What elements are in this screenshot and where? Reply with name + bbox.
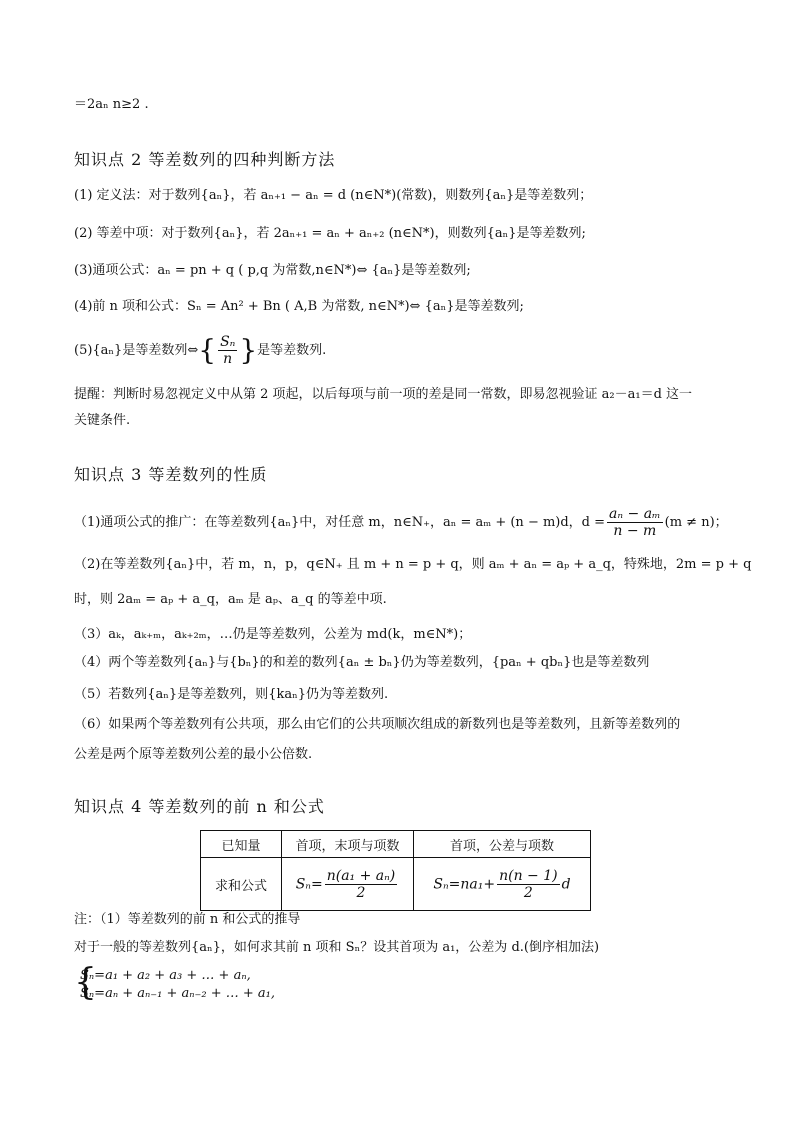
fraction-denominator: 2	[356, 884, 366, 901]
kp2-tip-line-2: 关键条件.	[74, 413, 131, 428]
kp2-item-5-prefix: (5){aₙ}是等差数列⇔	[74, 343, 199, 358]
header-cell-first-last-count: 首项，末项与项数	[282, 831, 414, 858]
section-heading-kp2: 知识点 2 等差数列的四种判断方法	[74, 150, 336, 169]
section-heading-kp3: 知识点 3 等差数列的性质	[74, 465, 268, 484]
top-equation-line: ＝2aₙ n≥2 .	[74, 97, 149, 112]
kp2-item-5	[74, 334, 326, 367]
sum-formula-table	[200, 830, 591, 911]
section-heading-kp4: 知识点 4 等差数列的前 n 和公式	[74, 797, 325, 816]
kp2-item-2: (2) 等差中项：对于数列{aₙ}，若 2aₙ₊₁ = aₙ + aₙ₊₂ (n∈N*)，则数列{aₙ}是等差数列;	[74, 226, 586, 241]
system-row-1: Sₙ=a₁ + a₂ + a₃ + … + aₙ,	[80, 968, 251, 983]
kp3-p1-suffix: (m ≠ n)；	[664, 515, 728, 530]
kp2-item-1: (1) 定义法：对于数列{aₙ}，若 aₙ₊₁ − aₙ = d (n∈N*)(常数)，则数列{aₙ}是等差数列；	[74, 188, 593, 203]
formula-1-lhs: Sₙ=	[295, 876, 323, 892]
fraction-numerator: Sₙ	[220, 334, 236, 350]
kp2-item-3: (3)通项公式：aₙ = pn + q ( p,q 为常数,n∈N*)⇔ {aₙ}是等差数列;	[74, 263, 471, 278]
system-rows	[80, 967, 275, 1003]
table-header-row	[201, 831, 591, 858]
kp2-tip-line-1: 提醒：判断时易忽视定义中从第 2 项起，以后每项与前一项的差是同一常数，即易忽视验证 a₂－a₁＝d 这一	[74, 387, 693, 402]
kp3-p1-prefix: （1)通项公式的推广：在等差数列{aₙ}中，对任意 m，n∈N₊，aₙ = aₘ + (n − m)d，d =	[74, 515, 606, 530]
kp4-note: 注：（1）等差数列的前 n 和公式的推导	[74, 912, 301, 927]
fraction-numerator: n(a₁ + aₙ)	[326, 867, 396, 884]
header-cell-first-diff-count: 首项，公差与项数	[414, 831, 591, 858]
d-fraction	[607, 506, 663, 539]
kp3-property-2-line-1: （2)在等差数列{aₙ}中，若 m，n，p，q∈N₊ 且 m + n = p + q，则 aₘ + aₙ = aₚ + a_q，特殊地，2m = p + q	[74, 557, 752, 572]
row-label-sum-formula: 求和公式	[201, 858, 282, 911]
kp3-property-1	[74, 506, 728, 539]
formula-2-tail: d	[561, 876, 571, 892]
formula-1-fraction	[325, 868, 398, 901]
kp3-property-6-line-1: （6）如果两个等差数列有公共项，那么由它们的公共项顺次组成的新数列也是等差数列，且新等差数列的	[74, 717, 681, 732]
formula-cell-1	[282, 858, 414, 911]
fraction-numerator: aₙ − aₘ	[609, 506, 661, 522]
kp2-item-4: (4)前 n 项和公式：Sₙ = An² + Bn ( A,B 为常数, n∈N*)⇔ {aₙ}是等差数列;	[74, 299, 524, 314]
system-brace-glyph: {	[74, 962, 97, 1003]
fraction-numerator: n(n − 1)	[499, 867, 558, 884]
kp3-property-3: （3）aₖ，aₖ₊ₘ，aₖ₊₂ₘ，…仍是等差数列，公差为 md(k，m∈N*)；	[74, 627, 472, 642]
kp3-property-6-line-2: 公差是两个原等差数列公差的最小公倍数.	[74, 747, 313, 762]
kp3-property-4: （4）两个等差数列{aₙ}与{bₙ}的和差的数列{aₙ ± bₙ}仍为等差数列，{paₙ + qbₙ}也是等差数列	[74, 655, 650, 670]
sn-over-n-fraction	[218, 334, 237, 367]
kp4-general-question: 对于一般的等差数列{aₙ}，如何求其前 n 项和 Sₙ？设其首项为 a₁，公差为 d.(倒序相加法)	[74, 940, 600, 955]
table-formula-row	[201, 858, 591, 911]
fraction-denominator: n − m	[613, 523, 657, 539]
formula-cell-2	[414, 858, 591, 911]
fraction-denominator: n	[223, 351, 233, 367]
left-brace-glyph: {	[198, 333, 217, 367]
right-brace-glyph: }	[239, 333, 258, 367]
system-row-2: Sₙ=aₙ + aₙ₋₁ + aₙ₋₂ + … + a₁,	[80, 986, 275, 1001]
fraction-denominator: 2	[523, 884, 533, 901]
kp3-property-2-line-2: 时，则 2aₘ = aₚ + a_q，aₘ 是 aₚ、a_q 的等差中项.	[74, 592, 387, 607]
kp2-item-5-suffix: 是等差数列.	[257, 343, 327, 358]
formula-2-lhs: Sₙ=na₁+	[433, 876, 496, 892]
kp3-property-5: （5）若数列{aₙ}是等差数列，则{kaₙ}仍为等差数列.	[74, 687, 389, 702]
formula-2-fraction	[497, 868, 560, 901]
header-cell-known: 已知量	[201, 831, 282, 858]
